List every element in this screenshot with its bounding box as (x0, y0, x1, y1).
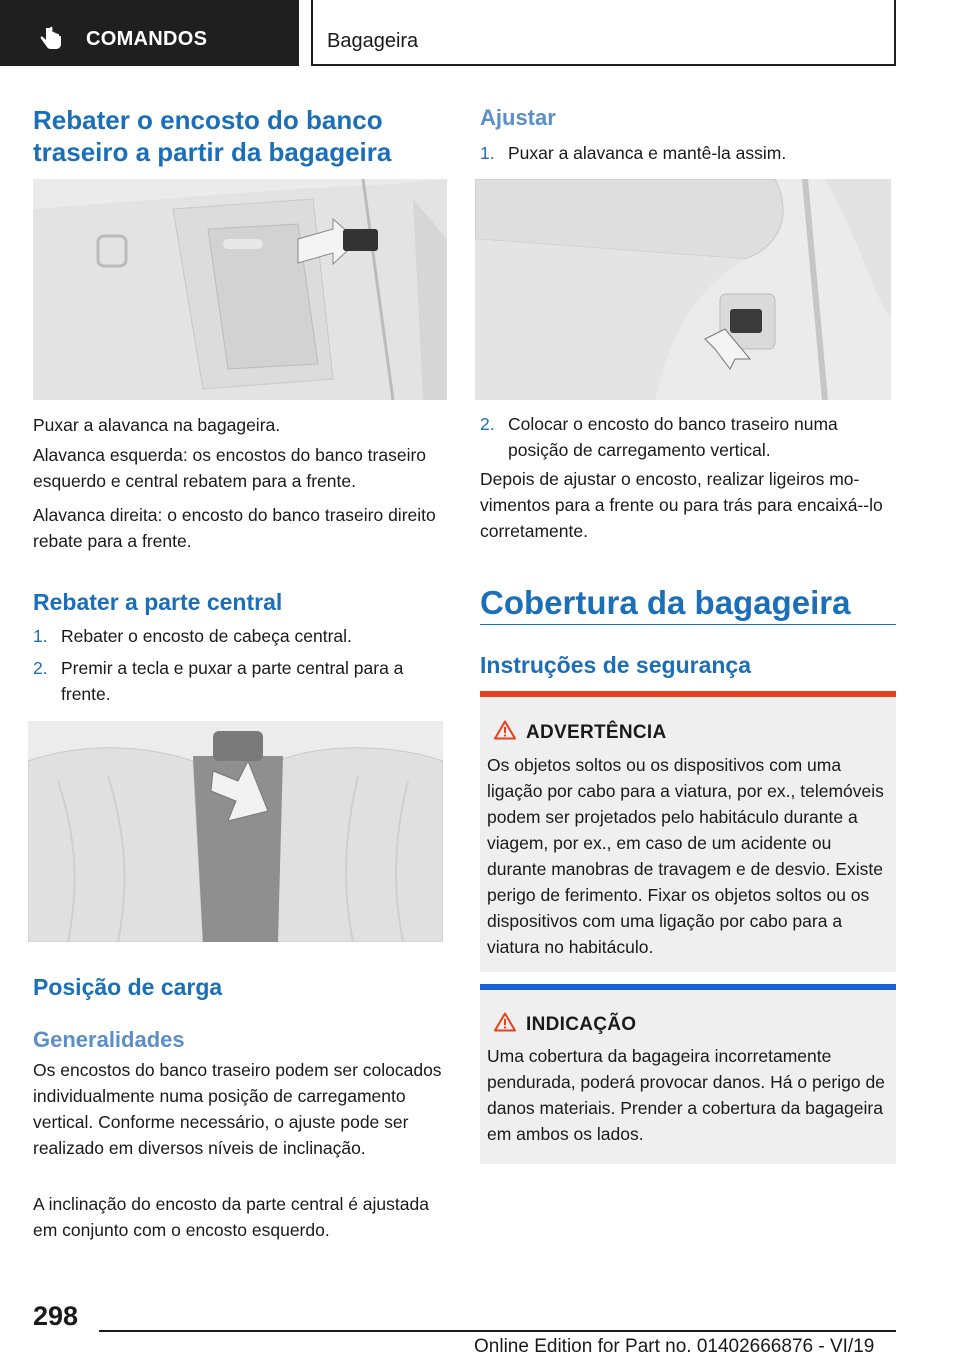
step-item (480, 411, 896, 463)
warning-title: ADVERTÊNCIA (526, 722, 667, 743)
paragraph: Depois de ajustar o encosto, realizar ligeiros movimentos para a frente ou para trás para encaixá-​-lo corretamente. (480, 469, 883, 541)
warning-triangle-icon (494, 720, 516, 740)
notice-bar (480, 984, 896, 990)
heading-safety-instructions: Instruções de segurança (480, 652, 751, 678)
paragraph: A inclinação do encosto da parte central é ajustada em conjunto com o encosto esquerdo. (33, 1194, 429, 1240)
step-text: Premir a tecla e puxar a parte central para a frente. (61, 658, 404, 704)
footer-rule (99, 1330, 896, 1332)
paragraph: Alavanca esquerda: os encostos do banco traseiro esquerdo e central rebatem para a frente. (33, 445, 427, 491)
heading-trunk-cover: Cobertura da bagageira (480, 584, 851, 621)
subheading-general: Generalidades (33, 1027, 185, 1052)
step-item (33, 655, 447, 707)
seat-lever-illustration (475, 179, 891, 400)
warning-bar (480, 691, 896, 697)
step-text: Puxar a alavanca e mantê-la assim. (508, 143, 787, 163)
step-item (33, 623, 447, 649)
step-number: 2. (480, 414, 495, 434)
warning-text: Os objetos soltos ou os dispositivos com uma ligação por cabo para a viatura, por ex., telemóveis podem ser projetados pelo habitáculo durante a viagem, por ex., em caso de um acidente ou durante manobras de travagem e de desvio. Existe perigo de ferimento. Fixar os objetos soltos ou os dispositivos com uma ligação por cabo para a viatura no habitáculo. (487, 755, 884, 957)
paragraph: Os encostos do banco traseiro podem ser colocados individualmente numa posição de carregamento vertical. Conforme necessário, o ajuste pode ser realizado em diversos níveis de inclinação. (33, 1060, 442, 1158)
heading-line: traseiro a partir da bagageira (33, 137, 392, 167)
step-text: Colocar o encosto do banco traseiro numa posição de carregamento vertical. (508, 414, 838, 460)
heading-underline (480, 624, 896, 625)
hand-pointer-icon (38, 26, 64, 52)
warning-box (480, 691, 896, 972)
step-text: Rebater o encosto de cabeça central. (61, 626, 352, 646)
step-number: 1. (33, 626, 48, 646)
step-item (480, 140, 896, 166)
notice-triangle-icon (494, 1012, 516, 1032)
heading-line: Rebater o encosto do banco (33, 105, 383, 135)
notice-text: Uma cobertura da bagageira incorretamente pendurada, poderá provocar danos. Há o perigo de danos materiais. Prender a cobertura da bagageira em ambos os lados. (487, 1046, 885, 1144)
center-seat-illustration (28, 721, 443, 942)
paragraph: Puxar a alavanca na bagageira. (33, 415, 281, 435)
section-tab[interactable] (311, 0, 896, 66)
heading-fold-from-trunk (33, 104, 391, 168)
heading-fold-center: Rebater a parte central (33, 589, 283, 615)
heading-load-position: Posição de carga (33, 974, 223, 1000)
chapter-tab[interactable] (0, 0, 299, 66)
chapter-label: COMANDOS (86, 28, 208, 50)
subheading-adjust: Ajustar (480, 105, 556, 130)
notice-box (480, 984, 896, 1164)
page-header (0, 0, 960, 66)
edition-text: Online Edition for Part no. 01402666876 - VI/19 (474, 1336, 875, 1357)
step-number: 2. (33, 658, 48, 678)
paragraph: Alavanca direita: o encosto do banco traseiro direito rebate para a frente. (33, 505, 436, 551)
page-number: 298 (33, 1301, 79, 1331)
section-label: Bagageira (327, 30, 419, 52)
step-number: 1. (480, 143, 495, 163)
notice-title: INDICAÇÃO (526, 1014, 637, 1035)
trunk-lever-illustration (33, 179, 447, 400)
